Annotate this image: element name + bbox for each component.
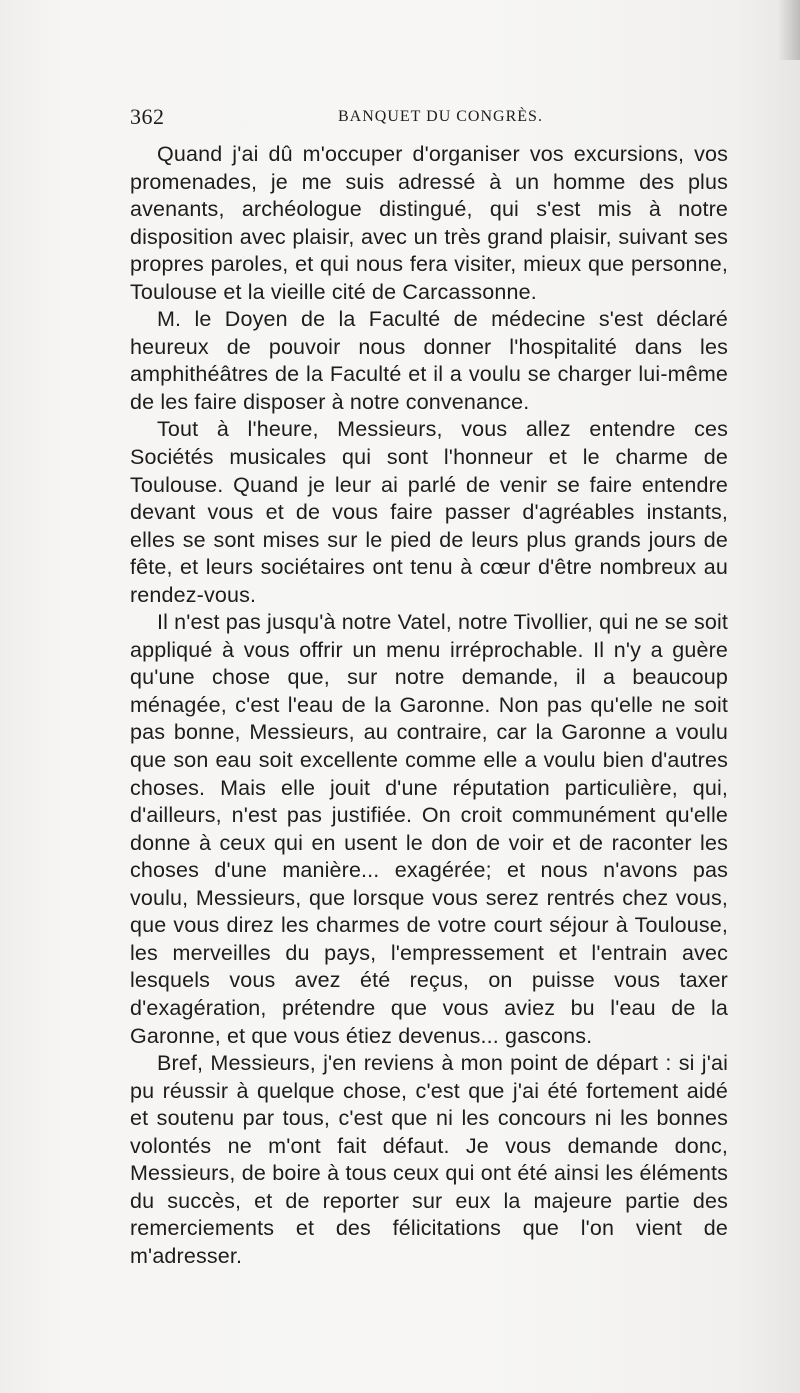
paragraph: Il n'est pas jusqu'à notre Vatel, notre Tivollier, qui ne se soit appliqué à vous offrir un menu irréprochable. Il n'y a guère qu'une chose que, sur notre demande, il a beaucoup ménagée, c'est l'eau de la Garonne. Non pas qu'elle ne soit pas bonne, Messieurs, au contraire, car la Garonne a voulu que son eau soit excellente comme elle a voulu bien d'autres choses. Mais elle jouit d'une réputation particulière, qui, d'ailleurs, n'est pas justifiée. On croit communément qu'elle donne à ceux qui en usent le don de voir et de raconter les choses d'une manière... exagérée; et nous n'avons pas voulu, Messieurs, que lorsque vous serez rentrés chez vous, que vous direz les charmes de votre court séjour à Toulouse, les merveilles du pays, l'empressement et l'entrain avec lesquels vous avez été reçus, on puisse vous taxer d'exagération, prétendre que vous aviez bu l'eau de la Garonne, et que vous étiez devenus... gascons.	[130, 610, 728, 1048]
page-header	[130, 104, 730, 134]
paragraph: Bref, Messieurs, j'en reviens à mon point de départ : si j'ai pu réussir à quelque chose, c'est que j'ai été fortement aidé et soutenu par tous, c'est que ni les concours ni les bonnes volontés ne m'ont fait défaut. Je vous demande donc, Messieurs, de boire à tous ceux qui ont été ainsi les éléments du succès, et de reporter sur eux la majeure partie des remerciements et des félicitations que l'on vient de m'adresser.	[130, 1051, 728, 1268]
page-edge-shadow	[778, 0, 800, 60]
running-head: BANQUET DU CONGRÈS.	[338, 108, 543, 125]
body-text	[130, 141, 728, 1270]
paragraph: Tout à l'heure, Messieurs, vous allez entendre ces Sociétés musicales qui sont l'honneur et le charme de Toulouse. Quand je leur ai parlé de venir se faire entendre devant vous et de vous faire passer d'agréables instants, elles se sont mises sur le pied de leurs plus grands jours de fête, et leurs sociétaires ont tenu à cœur d'être nombreux au rendez-vous.	[130, 417, 728, 607]
page-number: 362	[130, 104, 165, 129]
paragraph: M. le Doyen de la Faculté de médecine s'est déclaré heureux de pouvoir nous donner l'hospitalité dans les amphithéâtres de la Faculté et il a voulu se charger lui-même de les faire disposer à notre convenance.	[130, 307, 728, 414]
paragraph: Quand j'ai dû m'occuper d'organiser vos excursions, vos promenades, je me suis adressé à un homme des plus avenants, archéologue distingué, qui s'est mis à notre disposition avec plaisir, avec un très grand plaisir, suivant ses propres paroles, et qui nous fera visiter, mieux que personne, Toulouse et la vieille cité de Carcassonne.	[130, 142, 728, 304]
